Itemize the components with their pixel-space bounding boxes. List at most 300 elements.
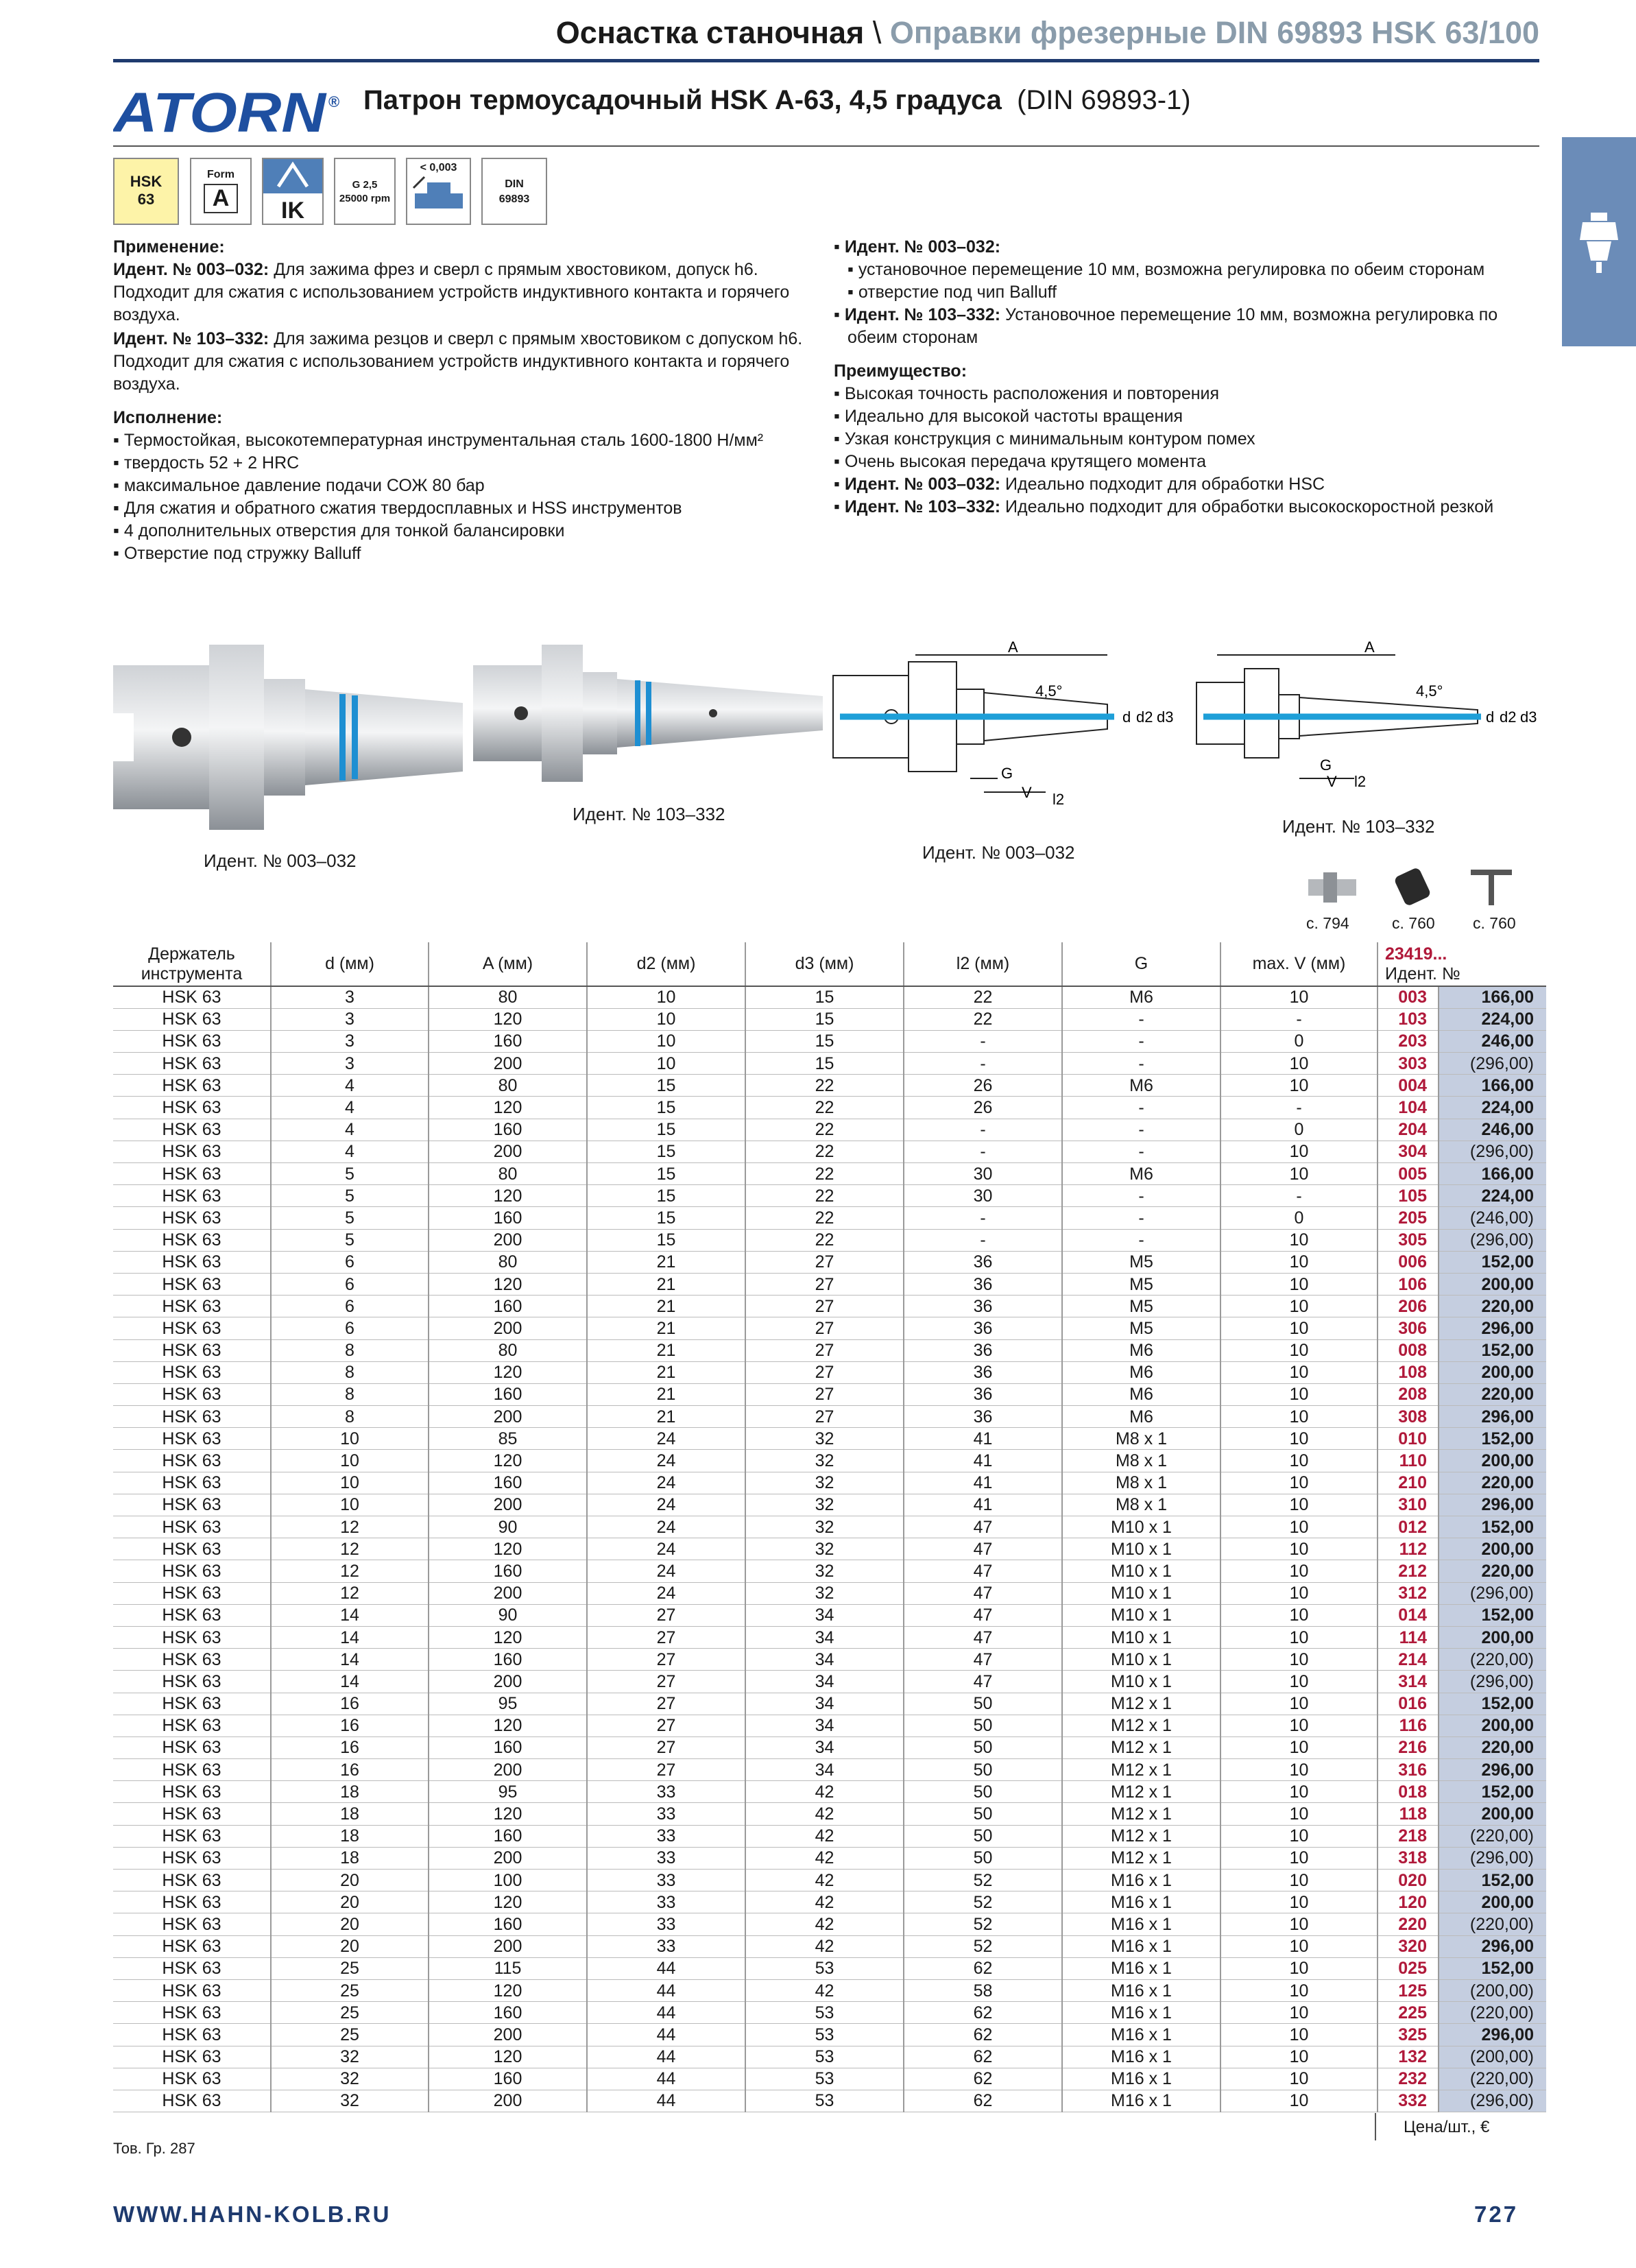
table-cell: HSK 63: [113, 1339, 271, 1361]
adv-item: ▪ Очень высокая передача крутящего момента: [834, 452, 1207, 471]
table-cell: 22: [745, 1229, 904, 1251]
table-cell: 44: [587, 2046, 745, 2068]
table-cell: 10: [1220, 1626, 1378, 1648]
right-column: [834, 236, 1540, 518]
price-cell: (220,00): [1439, 1825, 1546, 1847]
title-norm: (DIN 69893-1): [1017, 85, 1191, 115]
table-cell: 12: [271, 1516, 429, 1538]
drawing-003: [826, 641, 1183, 813]
table-cell: 53: [745, 1957, 904, 1979]
table-row: [113, 1913, 1546, 1935]
table-cell: M12 x 1: [1062, 1736, 1220, 1758]
table-cell: 95: [429, 1781, 587, 1803]
price-cell: (220,00): [1439, 2002, 1546, 2024]
table-cell: 42: [745, 1979, 904, 2001]
table-cell: 80: [429, 986, 587, 1008]
dim-d3: d3: [1520, 708, 1537, 726]
table-cell: 33: [587, 1847, 745, 1869]
table-cell: 90: [429, 1604, 587, 1626]
ident-number: 010: [1378, 1428, 1439, 1450]
table-cell: 25: [271, 1979, 429, 2001]
price-cell: (220,00): [1439, 1649, 1546, 1671]
table-cell: HSK 63: [113, 2002, 271, 2024]
table-cell: 4: [271, 1119, 429, 1141]
ident-number: 020: [1378, 1870, 1439, 1891]
table-cell: 10: [587, 1030, 745, 1052]
table-cell: -: [904, 1030, 1062, 1052]
table-cell: 41: [904, 1428, 1062, 1450]
col-d3: d3 (мм): [745, 942, 904, 986]
table-cell: HSK 63: [113, 1141, 271, 1162]
table-cell: 10: [1220, 1428, 1378, 1450]
ident-number: 112: [1378, 1538, 1439, 1560]
price-cell: 200,00: [1439, 1803, 1546, 1825]
table-cell: 27: [745, 1296, 904, 1317]
runout-icon: [408, 174, 470, 215]
table-cell: HSK 63: [113, 1185, 271, 1207]
ident-number: 125: [1378, 1979, 1439, 2001]
product-table: [113, 942, 1546, 2112]
accessory-screw-icon[interactable]: [1385, 861, 1450, 908]
table-cell: 50: [904, 1759, 1062, 1781]
dim-d2: d2: [1500, 708, 1517, 726]
table-cell: HSK 63: [113, 1913, 271, 1935]
adv-item: ▪ Идент. № 003–032: Идеально подходит для обработки HSC: [834, 475, 1325, 494]
price-cell: 296,00: [1439, 1759, 1546, 1781]
table-cell: 42: [745, 1913, 904, 1935]
table-cell: 0: [1220, 1030, 1378, 1052]
table-cell: 200: [429, 1406, 587, 1428]
ident-number: 212: [1378, 1560, 1439, 1582]
table-cell: 10: [1220, 1957, 1378, 1979]
table-cell: 10: [1220, 2024, 1378, 2046]
table-row: [113, 1736, 1546, 1758]
ident-number: 105: [1378, 1185, 1439, 1207]
table-row: [113, 1383, 1546, 1405]
right-ident-1: ▪ Идент. № 003–032:: [834, 237, 1001, 256]
table-cell: M12 x 1: [1062, 1803, 1220, 1825]
table-cell: 21: [587, 1361, 745, 1383]
table-cell: 53: [745, 2090, 904, 2112]
table-row: [113, 1229, 1546, 1251]
footer-url[interactable]: WWW.HAHN-KOLB.RU: [113, 2201, 392, 2227]
price-cell: 152,00: [1439, 1957, 1546, 1979]
accessory-clamp-icon[interactable]: [1303, 866, 1368, 907]
table-cell: -: [1062, 1008, 1220, 1030]
table-cell: 20: [271, 1870, 429, 1891]
table-cell: 36: [904, 1339, 1062, 1361]
table-cell: 10: [1220, 1870, 1378, 1891]
table-cell: 10: [1220, 1450, 1378, 1472]
table-cell: 21: [587, 1339, 745, 1361]
dim-d3: d3: [1157, 708, 1174, 726]
table-cell: 10: [1220, 1273, 1378, 1295]
table-cell: 50: [904, 1847, 1062, 1869]
table-cell: 36: [904, 1406, 1062, 1428]
table-cell: M6: [1062, 1075, 1220, 1097]
side-tab: [1562, 137, 1636, 346]
table-row: [113, 1649, 1546, 1671]
table-cell: 27: [587, 1649, 745, 1671]
table-cell: -: [904, 1141, 1062, 1162]
table-cell: 30: [904, 1163, 1062, 1185]
table-row: [113, 1030, 1546, 1052]
table-cell: 0: [1220, 1207, 1378, 1229]
table-cell: 22: [745, 1075, 904, 1097]
table-cell: 15: [587, 1229, 745, 1251]
exec-item: ▪ максимальное давление подачи СОЖ 80 бар: [113, 476, 485, 495]
table-cell: 8: [271, 1339, 429, 1361]
table-cell: -: [904, 1229, 1062, 1251]
price-cell: 220,00: [1439, 1472, 1546, 1494]
table-cell: 4: [271, 1097, 429, 1119]
ident-number: 318: [1378, 1847, 1439, 1869]
table-body: [113, 986, 1546, 2112]
table-cell: 16: [271, 1693, 429, 1715]
ident-number: 220: [1378, 1913, 1439, 1935]
table-cell: 200: [429, 1759, 587, 1781]
table-cell: 10: [1220, 1736, 1378, 1758]
table-cell: 21: [587, 1296, 745, 1317]
table-cell: M16 x 1: [1062, 1870, 1220, 1891]
accessory-ref[interactable]: с. 760: [1392, 914, 1435, 932]
table-cell: 8: [271, 1406, 429, 1428]
ident-number: 206: [1378, 1296, 1439, 1317]
table-cell: 32: [745, 1472, 904, 1494]
table-cell: HSK 63: [113, 1119, 271, 1141]
col-maxv: max. V (мм): [1220, 942, 1378, 986]
table-cell: 3: [271, 986, 429, 1008]
table-cell: 10: [1220, 1472, 1378, 1494]
adv-item: ▪ Идент. № 103–332: Идеально подходит для обработки высокоскоростной резкой: [834, 497, 1494, 516]
table-row: [113, 1008, 1546, 1030]
price-cell: 200,00: [1439, 1626, 1546, 1648]
col-g: G: [1062, 942, 1220, 986]
table-row: [113, 1339, 1546, 1361]
table-cell: 3: [271, 1008, 429, 1030]
table-row: [113, 1472, 1546, 1494]
table-cell: M8 x 1: [1062, 1450, 1220, 1472]
table-cell: 10: [271, 1494, 429, 1516]
table-cell: 27: [587, 1626, 745, 1648]
table-cell: M6: [1062, 1383, 1220, 1405]
table-cell: HSK 63: [113, 1317, 271, 1339]
table-cell: HSK 63: [113, 1891, 271, 1913]
table-cell: 10: [1220, 2068, 1378, 2090]
dim-V: V: [1022, 784, 1032, 801]
table-cell: 34: [745, 1693, 904, 1715]
price-cell: 152,00: [1439, 1339, 1546, 1361]
table-cell: 120: [429, 1803, 587, 1825]
table-cell: 30: [904, 1185, 1062, 1207]
table-cell: -: [1220, 1008, 1378, 1030]
table-cell: M6: [1062, 1163, 1220, 1185]
table-cell: 100: [429, 1870, 587, 1891]
dim-A: A: [1008, 641, 1018, 656]
product-photo-003: [113, 638, 470, 837]
accessory-ref[interactable]: с. 794: [1306, 914, 1349, 932]
price-cell: (200,00): [1439, 1979, 1546, 2001]
table-cell: 14: [271, 1604, 429, 1626]
table-cell: M12 x 1: [1062, 1759, 1220, 1781]
table-cell: 200: [429, 1053, 587, 1075]
table-cell: 52: [904, 1913, 1062, 1935]
table-cell: HSK 63: [113, 1207, 271, 1229]
table-cell: 10: [1220, 1141, 1378, 1162]
table-row: [113, 1273, 1546, 1295]
price-cell: (296,00): [1439, 1582, 1546, 1604]
table-row: [113, 1825, 1546, 1847]
table-cell: M16 x 1: [1062, 1979, 1220, 2001]
table-row: [113, 1097, 1546, 1119]
table-cell: 44: [587, 1957, 745, 1979]
table-cell: 90: [429, 1516, 587, 1538]
table-cell: 32: [271, 2090, 429, 2112]
ident-number: 204: [1378, 1119, 1439, 1141]
exec-item: ▪ Термостойкая, высокотемпературная инструментальная сталь 1600-1800 Н/мм²: [113, 431, 764, 450]
table-cell: M8 x 1: [1062, 1472, 1220, 1494]
price-cell: 200,00: [1439, 1361, 1546, 1383]
table-cell: -: [1220, 1185, 1378, 1207]
price-cell: 220,00: [1439, 1736, 1546, 1758]
table-cell: M12 x 1: [1062, 1715, 1220, 1736]
table-cell: 120: [429, 2046, 587, 2068]
table-cell: 22: [745, 1119, 904, 1141]
ident-number: 232: [1378, 2068, 1439, 2090]
dim-d2: d2: [1136, 708, 1153, 726]
table-cell: 10: [1220, 1075, 1378, 1097]
price-cell: (296,00): [1439, 1847, 1546, 1869]
table-cell: 8: [271, 1361, 429, 1383]
table-row: [113, 1626, 1546, 1648]
table-cell: HSK 63: [113, 1075, 271, 1097]
table-cell: 10: [1220, 1935, 1378, 1957]
table-cell: 27: [745, 1317, 904, 1339]
table-cell: 10: [271, 1450, 429, 1472]
table-cell: 62: [904, 2046, 1062, 2068]
left-column: [113, 236, 819, 565]
table-cell: HSK 63: [113, 1803, 271, 1825]
dim-l2: l2: [1354, 773, 1367, 790]
table-row: [113, 1361, 1546, 1383]
table-cell: 10: [1220, 1847, 1378, 1869]
price-cell: 296,00: [1439, 1317, 1546, 1339]
table-cell: 27: [745, 1383, 904, 1405]
table-cell: HSK 63: [113, 1582, 271, 1604]
price-cell: 200,00: [1439, 1538, 1546, 1560]
col-d: d (мм): [271, 942, 429, 986]
table-cell: 5: [271, 1185, 429, 1207]
table-row: [113, 1957, 1546, 1979]
table-cell: 10: [1220, 1296, 1378, 1317]
table-row: [113, 1870, 1546, 1891]
table-row: [113, 1251, 1546, 1273]
table-cell: 200: [429, 2090, 587, 2112]
table-cell: HSK 63: [113, 2024, 271, 2046]
table-cell: HSK 63: [113, 1870, 271, 1891]
goods-group: Тов. Гр. 287: [113, 2140, 195, 2157]
table-cell: HSK 63: [113, 1649, 271, 1671]
table-cell: HSK 63: [113, 1671, 271, 1693]
table-cell: 52: [904, 1891, 1062, 1913]
table-cell: HSK 63: [113, 1361, 271, 1383]
table-cell: 10: [1220, 1582, 1378, 1604]
table-cell: 50: [904, 1736, 1062, 1758]
table-cell: 32: [745, 1538, 904, 1560]
table-cell: 10: [1220, 1538, 1378, 1560]
table-cell: M10 x 1: [1062, 1671, 1220, 1693]
price-cell: (296,00): [1439, 1671, 1546, 1693]
table-cell: 18: [271, 1803, 429, 1825]
ident-number: 316: [1378, 1759, 1439, 1781]
table-cell: 200: [429, 1317, 587, 1339]
table-cell: -: [1062, 1207, 1220, 1229]
table-cell: 10: [271, 1472, 429, 1494]
price-cell: 296,00: [1439, 1494, 1546, 1516]
ident-number: 320: [1378, 1935, 1439, 1957]
table-cell: -: [1062, 1229, 1220, 1251]
table-cell: 27: [745, 1406, 904, 1428]
table-cell: HSK 63: [113, 1957, 271, 1979]
table-cell: 0: [1220, 1119, 1378, 1141]
table-cell: 24: [587, 1450, 745, 1472]
exec-item: ▪ твердость 52 + 2 HRC: [113, 453, 300, 473]
table-row: [113, 1317, 1546, 1339]
accessory-ref[interactable]: с. 760: [1473, 914, 1516, 932]
table-cell: 10: [271, 1428, 429, 1450]
table-cell: 22: [745, 1207, 904, 1229]
table-cell: 62: [904, 2068, 1062, 2090]
table-cell: 10: [1220, 1825, 1378, 1847]
table-cell: 10: [1220, 1053, 1378, 1075]
table-cell: 10: [1220, 1406, 1378, 1428]
ident-number: 008: [1378, 1339, 1439, 1361]
table-cell: 62: [904, 2090, 1062, 2112]
table-cell: HSK 63: [113, 1097, 271, 1119]
table-cell: 160: [429, 1649, 587, 1671]
table-cell: 15: [587, 1119, 745, 1141]
table-cell: 14: [271, 1649, 429, 1671]
table-row: [113, 1207, 1546, 1229]
table-cell: 21: [587, 1317, 745, 1339]
ident-number: 304: [1378, 1141, 1439, 1162]
title-rule: [113, 145, 1539, 147]
table-cell: 80: [429, 1251, 587, 1273]
price-cell: 200,00: [1439, 1715, 1546, 1736]
table-cell: M12 x 1: [1062, 1847, 1220, 1869]
table-row: [113, 1494, 1546, 1516]
col-d2: d2 (мм): [587, 942, 745, 986]
table-cell: HSK 63: [113, 1251, 271, 1273]
table-cell: 47: [904, 1560, 1062, 1582]
table-row: [113, 1119, 1546, 1141]
table-header: [113, 942, 1546, 986]
table-cell: 32: [745, 1516, 904, 1538]
table-cell: -: [904, 1053, 1062, 1075]
table-cell: M10 x 1: [1062, 1582, 1220, 1604]
ident-number: 012: [1378, 1516, 1439, 1538]
table-cell: 44: [587, 2002, 745, 2024]
table-row: [113, 1891, 1546, 1913]
table-cell: 10: [587, 1053, 745, 1075]
table-cell: 33: [587, 1803, 745, 1825]
dim-d: d: [1122, 708, 1131, 726]
price-cell: (200,00): [1439, 2046, 1546, 2068]
caption-photo-103: Идент. № 103–332: [573, 804, 725, 824]
price-cell: (220,00): [1439, 1913, 1546, 1935]
dim-l2: l2: [1052, 791, 1065, 808]
table-row: [113, 2002, 1546, 2024]
table-cell: HSK 63: [113, 1979, 271, 2001]
table-cell: M8 x 1: [1062, 1428, 1220, 1450]
table-cell: 200: [429, 1671, 587, 1693]
table-cell: 15: [587, 1141, 745, 1162]
table-cell: 15: [587, 1097, 745, 1119]
table-cell: 34: [745, 1715, 904, 1736]
form-badge: Form A: [190, 158, 252, 225]
table-cell: 200: [429, 1229, 587, 1251]
price-cell: (296,00): [1439, 1053, 1546, 1075]
ident-number: 208: [1378, 1383, 1439, 1405]
exec-item: ▪ Для сжатия и обратного сжатия твердосплавных и HSS инструментов: [113, 499, 682, 518]
price-cell: (296,00): [1439, 1141, 1546, 1162]
table-cell: 10: [1220, 1516, 1378, 1538]
table-cell: 36: [904, 1361, 1062, 1383]
table-cell: 53: [745, 2046, 904, 2068]
table-cell: 200: [429, 2024, 587, 2046]
table-cell: 62: [904, 2024, 1062, 2046]
table-row: [113, 1296, 1546, 1317]
table-cell: 5: [271, 1163, 429, 1185]
table-cell: 24: [587, 1582, 745, 1604]
ident-number: 303: [1378, 1053, 1439, 1075]
table-cell: 27: [745, 1273, 904, 1295]
table-cell: 50: [904, 1781, 1062, 1803]
price-cell: 166,00: [1439, 1163, 1546, 1185]
table-cell: M5: [1062, 1317, 1220, 1339]
table-cell: 62: [904, 1957, 1062, 1979]
table-cell: 18: [271, 1825, 429, 1847]
price-cell: (296,00): [1439, 2090, 1546, 2112]
table-cell: 18: [271, 1847, 429, 1869]
table-cell: 34: [745, 1626, 904, 1648]
table-cell: 160: [429, 1119, 587, 1141]
table-cell: 10: [1220, 1979, 1378, 2001]
price-cell: (296,00): [1439, 1229, 1546, 1251]
table-cell: 120: [429, 1538, 587, 1560]
table-cell: 36: [904, 1296, 1062, 1317]
table-cell: HSK 63: [113, 1229, 271, 1251]
ident-number: 006: [1378, 1251, 1439, 1273]
table-cell: 34: [745, 1736, 904, 1758]
header-section: Оснастка станочная: [555, 15, 865, 50]
title-main: Патрон термоусадочный HSK A-63, 4,5 градуса: [363, 85, 1002, 115]
price-cell: (246,00): [1439, 1207, 1546, 1229]
table-cell: 47: [904, 1671, 1062, 1693]
table-cell: 120: [429, 1450, 587, 1472]
table-cell: 160: [429, 1030, 587, 1052]
table-cell: 33: [587, 1935, 745, 1957]
din-badge: DIN 69893: [481, 158, 547, 225]
table-cell: 10: [1220, 1759, 1378, 1781]
table-cell: 120: [429, 1097, 587, 1119]
table-row: [113, 1428, 1546, 1450]
accessory-key-icon[interactable]: [1464, 861, 1529, 908]
table-cell: HSK 63: [113, 1604, 271, 1626]
table-cell: HSK 63: [113, 1030, 271, 1052]
table-cell: 10: [1220, 1317, 1378, 1339]
ident-number: 132: [1378, 2046, 1439, 2068]
